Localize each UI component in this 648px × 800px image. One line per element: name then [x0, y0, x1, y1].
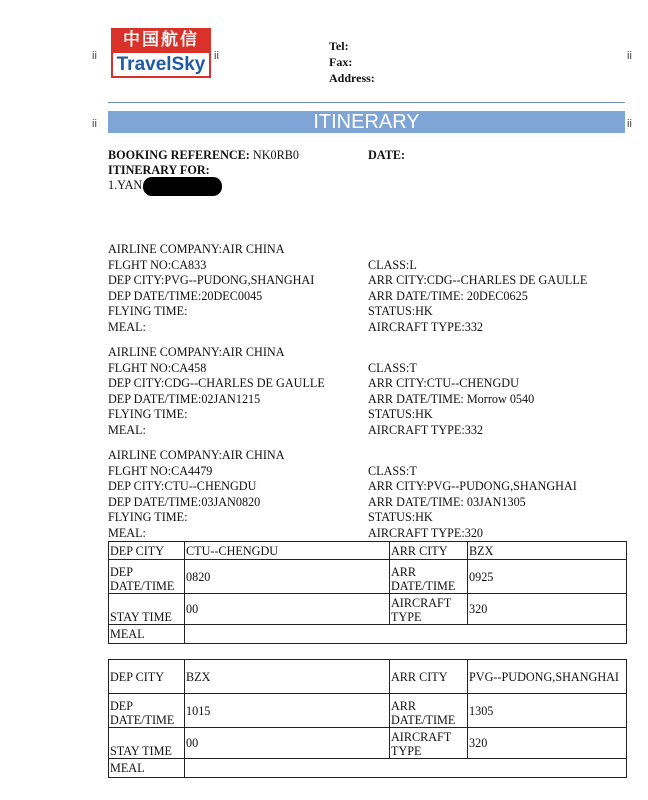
margin-marker: ii [92, 50, 97, 62]
stay-time-label: STAY TIME [109, 728, 185, 759]
booking-class: CLASS:T [368, 463, 417, 478]
flying-time: FLYING TIME: [108, 510, 188, 524]
margin-marker: ii [92, 118, 97, 130]
arrival-city: ARR CITY:PVG--PUDONG,SHANGHAI [368, 479, 577, 493]
arrival-time-label: ARR DATE/TIME [390, 694, 468, 728]
address-label: Address: [329, 71, 375, 85]
booking-status: STATUS:HK [368, 407, 433, 421]
meal: MEAL: [108, 422, 146, 437]
itinerary-for-label: ITINERARY FOR: [108, 163, 210, 177]
aircraft-type-value: 320 [468, 728, 627, 759]
meal-label: MEAL [109, 759, 185, 778]
departure-datetime: DEP DATE/TIME:02JAN1215 [108, 391, 261, 406]
segment-row [109, 728, 627, 759]
booking-class: CLASS:L [368, 257, 417, 272]
departure-city: DEP CITY:CDG--CHARLES DE GAULLE [108, 376, 325, 390]
date-label: DATE: [368, 148, 406, 162]
arrival-city: ARR CITY:CTU--CHENGDU [368, 376, 519, 390]
airline-company: AIRLINE COMPANY:AIR CHINA [108, 345, 285, 359]
segment-table [108, 659, 627, 778]
margin-marker: ii [627, 50, 632, 62]
arrival-time-label: ARR DATE/TIME [390, 560, 468, 594]
departure-city-value: CTU--CHENGDU [185, 542, 390, 560]
aircraft-type: AIRCRAFT TYPE:332 [368, 319, 484, 334]
logo-chinese-text: 中国航信 [111, 28, 211, 53]
segment-table [108, 541, 627, 644]
stay-time-label: STAY TIME [109, 594, 185, 625]
aircraft-type: AIRCRAFT TYPE:332 [368, 422, 484, 437]
departure-city-label: DEP CITY [109, 542, 185, 560]
airline-company: AIRLINE COMPANY:AIR CHINA [108, 448, 285, 462]
flight-number: FLGHT NO:CA4479 [108, 463, 213, 478]
meal-label: MEAL [109, 625, 185, 644]
segment-row [109, 560, 627, 594]
departure-city-label: DEP CITY [109, 660, 185, 694]
segment-row [109, 660, 627, 694]
itinerary-title: ITINERARY [108, 111, 625, 133]
departure-city-value: BZX [185, 660, 390, 694]
booking-ref-value: NK0RB0 [252, 148, 299, 162]
segment-row [109, 542, 627, 560]
tel-label: Tel: [329, 39, 349, 53]
aircraft-type: AIRCRAFT TYPE:320 [368, 525, 484, 540]
aircraft-type-label: AIRCRAFT TYPE [390, 728, 468, 759]
flight-number: FLGHT NO:CA833 [108, 257, 207, 272]
flying-time: FLYING TIME: [108, 304, 188, 318]
booking-status: STATUS:HK [368, 510, 433, 524]
stay-time-value: 00 [185, 728, 390, 759]
meal: MEAL: [108, 319, 146, 334]
aircraft-type-value: 320 [468, 594, 627, 625]
meal-value [185, 759, 627, 778]
segment-row [109, 759, 627, 778]
booking-status: STATUS:HK [368, 304, 433, 318]
booking-ref-label: BOOKING REFERENCE: [108, 148, 250, 162]
airline-company: AIRLINE COMPANY:AIR CHINA [108, 242, 285, 256]
arrival-city-label: ARR CITY [390, 660, 468, 694]
arrival-time-value: 0925 [468, 560, 627, 594]
meal: MEAL: [108, 525, 146, 540]
arrival-city-value: BZX [468, 542, 627, 560]
departure-datetime: DEP DATE/TIME:20DEC0045 [108, 288, 263, 303]
flying-time: FLYING TIME: [108, 407, 188, 421]
arrival-datetime: ARR DATE/TIME: 20DEC0625 [368, 288, 528, 303]
departure-city: DEP CITY:CTU--CHENGDU [108, 479, 257, 493]
header-divider [108, 102, 625, 103]
booking-class: CLASS:T [368, 360, 417, 375]
stay-time-value: 00 [185, 594, 390, 625]
redaction-mark [143, 177, 222, 196]
flight-number: FLGHT NO:CA458 [108, 360, 207, 375]
arrival-datetime: ARR DATE/TIME: Morrow 0540 [368, 391, 535, 406]
departure-time-label: DEP DATE/TIME [109, 560, 185, 594]
arrival-time-value: 1305 [468, 694, 627, 728]
segment-row [109, 594, 627, 625]
arrival-city-value: PVG--PUDONG,SHANGHAI [468, 660, 627, 694]
passenger-name: 1.YAN [108, 178, 143, 192]
departure-time-value: 0820 [185, 560, 390, 594]
arrival-city: ARR CITY:CDG--CHARLES DE GAULLE [368, 273, 588, 287]
meal-value [185, 625, 627, 644]
logo-english-text: TravelSky [111, 53, 211, 78]
arrival-datetime: ARR DATE/TIME: 03JAN1305 [368, 494, 526, 509]
aircraft-type-label: AIRCRAFT TYPE [390, 594, 468, 625]
booking-reference [108, 148, 299, 163]
arrival-city-label: ARR CITY [390, 542, 468, 560]
segment-row [109, 625, 627, 644]
segment-row [109, 694, 627, 728]
departure-datetime: DEP DATE/TIME:03JAN0820 [108, 494, 261, 509]
margin-marker: ii [214, 50, 219, 62]
travelsky-logo [111, 28, 211, 78]
departure-time-label: DEP DATE/TIME [109, 694, 185, 728]
margin-marker: ii [627, 118, 632, 130]
departure-time-value: 1015 [185, 694, 390, 728]
fax-label: Fax: [329, 55, 353, 69]
departure-city: DEP CITY:PVG--PUDONG,SHANGHAI [108, 273, 315, 287]
